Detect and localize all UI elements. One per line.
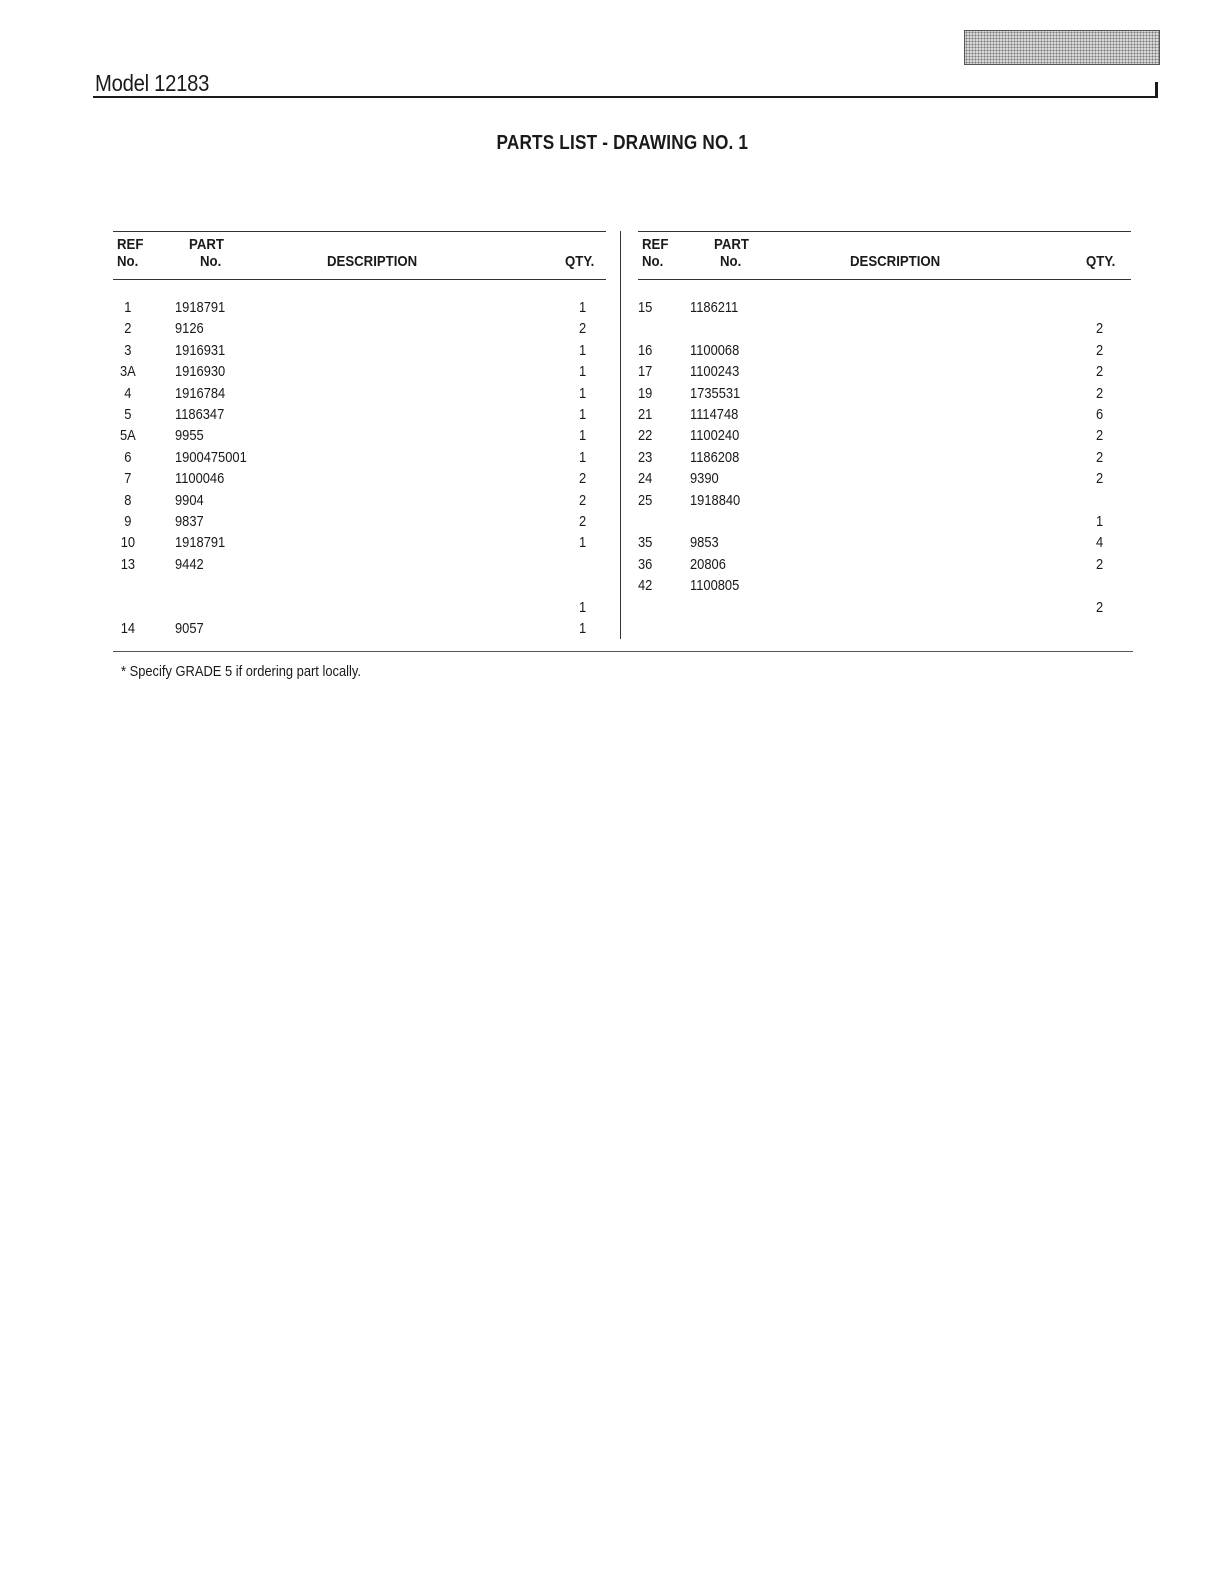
table-row [638,383,1131,404]
table-row [638,554,1131,575]
part-number: 9126 [175,320,204,338]
table-row [113,404,606,425]
quantity: 2 [579,320,587,338]
quantity: 2 [579,470,587,488]
table-row [113,447,606,468]
ref-number: 4 [124,384,132,402]
ref-number: 2 [124,320,132,338]
header-pattern-box [964,30,1160,65]
quantity: 1 [579,406,587,423]
quantity: 1 [579,448,587,466]
ref-number: 24 [638,470,653,488]
ref-number: 10 [120,534,136,552]
table-row [638,575,1131,596]
part-number: 1100068 [690,341,740,359]
col-header-part: PART No. [714,236,749,270]
table-row [113,575,606,596]
model-title: Model 12183 [95,70,210,96]
ref-number: 3A [119,363,136,381]
table-row [638,447,1131,468]
ref-number: 25 [638,491,653,509]
ref-number: 17 [638,363,653,381]
col-header-part: PART No. [189,236,224,270]
part-number: 1186211 [690,299,739,316]
part-number: 1918791 [175,534,226,552]
table-row [638,361,1131,382]
quantity: 2 [1096,555,1104,573]
ref-number: 5A [119,427,136,445]
col-header-qty: QTY. [1086,253,1116,270]
part-number: 1900475001 [175,448,247,466]
header-rule-tick [1155,82,1158,97]
col-header-qty: QTY. [565,253,595,270]
table-row [113,318,606,339]
part-number: 20806 [690,555,726,573]
ref-number: 16 [638,341,653,359]
table-row [113,490,606,511]
ref-number: 1 [124,299,132,316]
part-number: 1918840 [690,491,741,509]
table-header-rule [113,279,606,280]
table-row [113,554,606,575]
ref-number: 8 [124,491,132,509]
quantity: 1 [579,384,587,402]
part-number: 1186347 [175,406,225,423]
col-header-description: DESCRIPTION [850,253,941,270]
footnote: * Specify GRADE 5 if ordering part locally. [121,663,361,680]
part-number: 9057 [175,620,204,637]
quantity: 1 [1096,513,1104,530]
quantity: 2 [1096,320,1104,338]
quantity: 2 [1096,470,1104,488]
ref-number: 35 [638,534,653,552]
ref-number: 36 [638,555,653,573]
table-top-rule [638,231,1131,232]
table-row [113,618,606,639]
table-row [638,425,1131,446]
part-number: 9442 [175,555,204,573]
table-row [113,468,606,489]
quantity: 1 [579,299,587,316]
part-number: 1100805 [690,577,740,595]
table-row [113,511,606,532]
ref-number: 22 [638,427,653,445]
table-row [113,425,606,446]
part-number: 1100243 [690,363,740,381]
table-row [638,468,1131,489]
col-header-ref: REF No. [642,236,669,270]
quantity: 1 [579,598,587,616]
part-number: 1186208 [690,448,740,466]
table-row [113,383,606,404]
quantity: 1 [579,534,587,552]
part-number: 9390 [690,470,719,488]
table-row [113,532,606,553]
quantity: 6 [1096,406,1104,423]
quantity: 1 [579,427,587,445]
ref-number: 9 [124,513,132,530]
table-bottom-rule [113,651,1133,652]
table-row [638,490,1131,511]
table-top-rule [113,231,606,232]
column-divider [620,231,621,639]
quantity: 2 [1096,448,1104,466]
quantity: 2 [1096,598,1104,616]
table-row [638,532,1131,553]
header-rule [93,96,1158,98]
part-number: 1916930 [175,363,226,381]
table-row [113,361,606,382]
part-number: 9837 [175,513,204,530]
part-number: 1114748 [690,406,739,423]
quantity: 1 [579,620,587,637]
part-number: 1100240 [690,427,740,445]
quantity: 2 [579,513,587,530]
col-header-description: DESCRIPTION [327,253,418,270]
table-row [638,340,1131,361]
ref-number: 15 [638,299,653,316]
table-header-rule [638,279,1131,280]
table-row [638,318,1131,339]
quantity: 1 [579,363,587,381]
ref-number: 3 [124,341,132,359]
ref-number: 21 [638,406,653,423]
table-row [113,597,606,618]
part-number: 1100046 [175,470,225,488]
ref-number: 7 [124,470,132,488]
ref-number: 5 [124,406,132,423]
quantity: 2 [1096,341,1104,359]
table-row [113,340,606,361]
ref-number: 42 [638,577,653,595]
table-row [638,597,1131,618]
part-number: 9955 [175,427,204,445]
part-number: 9904 [175,491,204,509]
table-row [638,297,1131,318]
quantity: 4 [1096,534,1104,552]
part-number: 1735531 [690,384,741,402]
quantity: 2 [1096,384,1104,402]
part-number: 9853 [690,534,719,552]
col-header-ref: REF No. [117,236,144,270]
quantity: 2 [1096,363,1104,381]
quantity: 2 [1096,427,1104,445]
table-row [113,297,606,318]
page-title: PARTS LIST - DRAWING NO. 1 [496,132,749,154]
quantity: 2 [579,491,587,509]
quantity: 1 [579,341,587,359]
part-number: 1918791 [175,299,226,316]
part-number: 1916784 [175,384,226,402]
ref-number: 13 [120,555,136,573]
ref-number: 6 [124,448,132,466]
ref-number: 19 [638,384,653,402]
part-number: 1916931 [175,341,226,359]
table-row [638,511,1131,532]
table-row [638,404,1131,425]
ref-number: 23 [638,448,653,466]
ref-number: 14 [120,620,136,637]
